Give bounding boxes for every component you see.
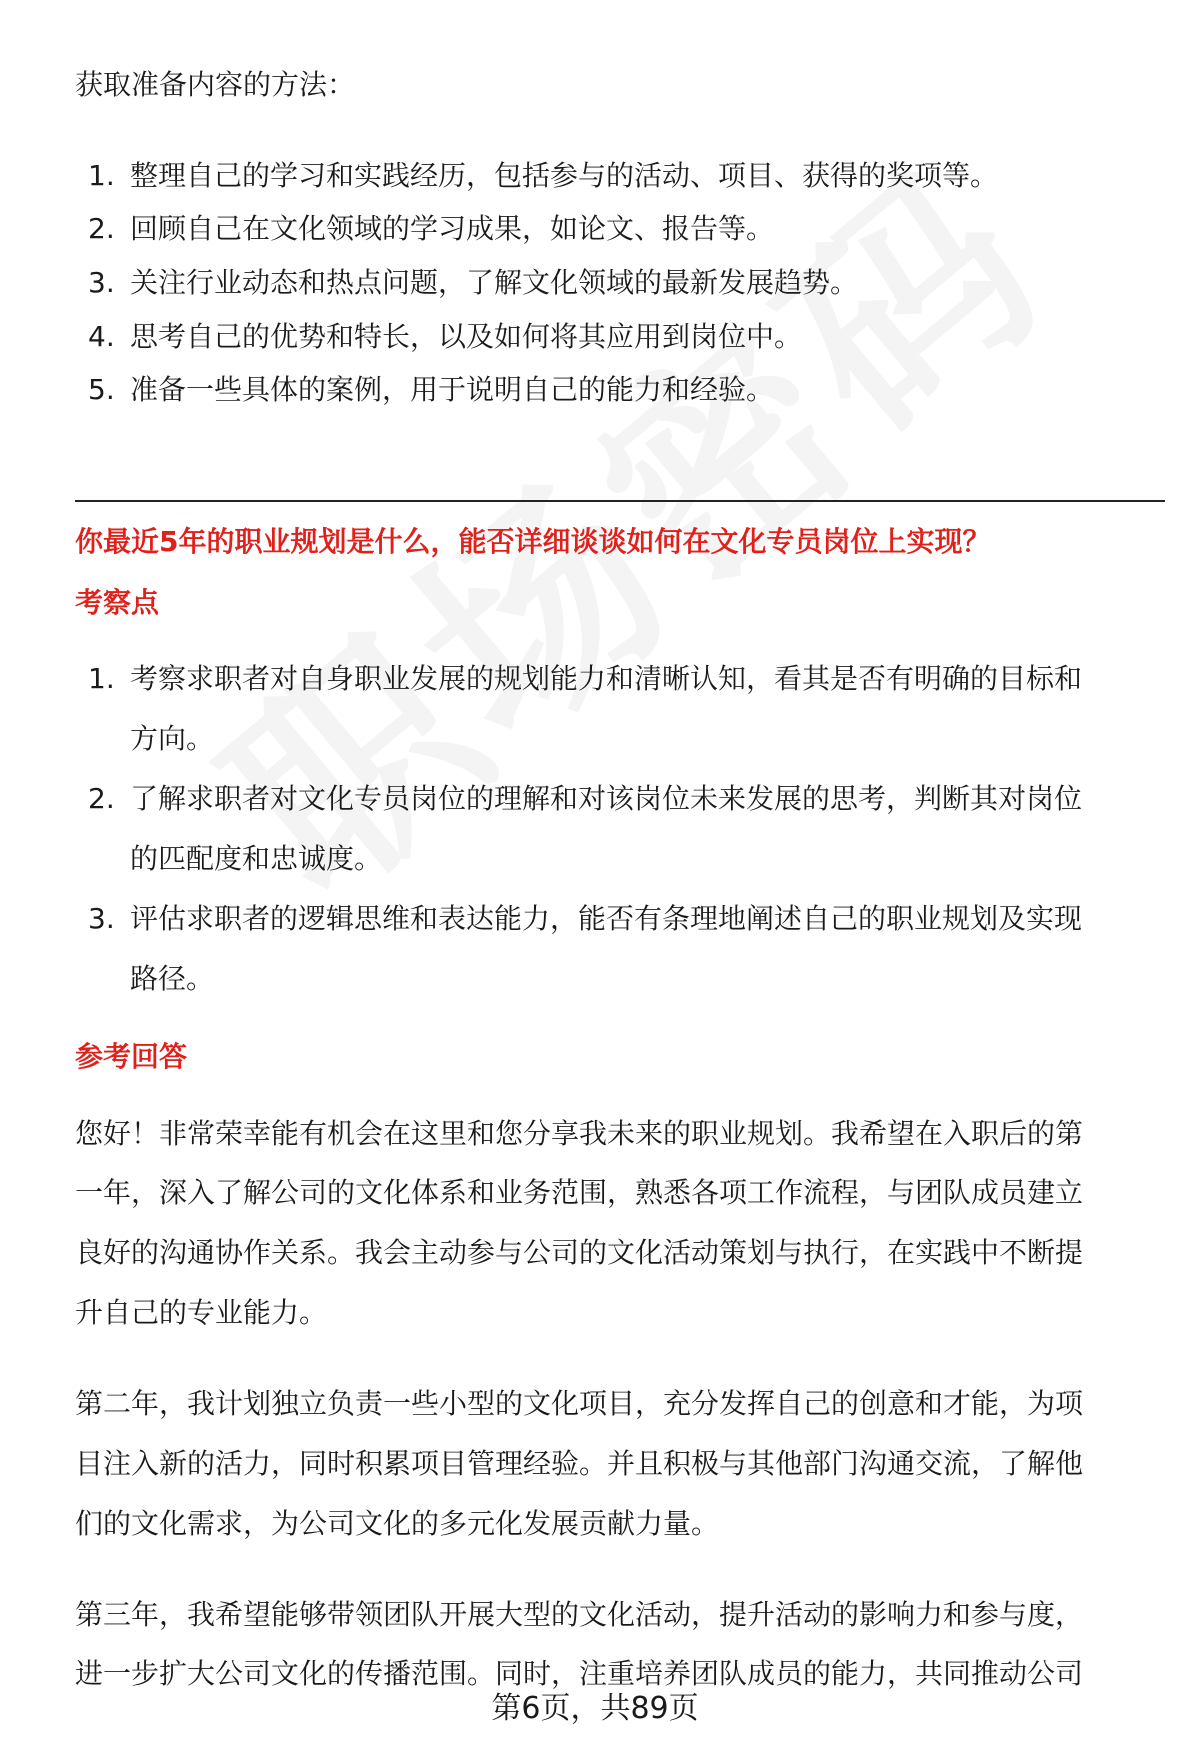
- page-number: 第6页，共89页: [491, 1691, 699, 1726]
- section-divider: [75, 500, 1165, 502]
- point-text-line1: 评估求职者的逻辑思维和表达能力，能否有条理地阐述自己的职业规划及实现: [130, 902, 1083, 935]
- intro-item-4: [88, 322, 802, 352]
- intro-item-text: 整理自己的学习和实践经历，包括参与的活动、项目、获得的奖项等。: [130, 159, 999, 192]
- answer-p3-line2: 进一步扩大公司文化的传播范围。同时，注重培养团队成员的能力，共同推动公司: [75, 1657, 1084, 1690]
- answer-p1-line4: 升自己的专业能力。: [75, 1296, 328, 1329]
- intro-item-number: 2.: [88, 212, 115, 245]
- intro-item-text: 准备一些具体的案例，用于说明自己的能力和经验。: [130, 373, 775, 406]
- point-text-line1: 了解求职者对文化专员岗位的理解和对该岗位未来发展的思考，判断其对岗位: [130, 782, 1083, 815]
- point-3-continuation: 路径。: [130, 962, 215, 995]
- answer-p3-line1: 第三年，我希望能够带领团队开展大型的文化活动，提升活动的影响力和参与度，: [75, 1598, 1084, 1631]
- answer-p1-line3: 良好的沟通协作关系。我会主动参与公司的文化活动策划与执行，在实践中不断提: [75, 1236, 1084, 1269]
- point-1: [88, 664, 1082, 694]
- intro-item-text: 关注行业动态和热点问题，了解文化领域的最新发展趋势。: [130, 266, 859, 299]
- intro-item-2: [88, 214, 774, 244]
- point-2-continuation: 的匹配度和忠诚度。: [130, 842, 383, 875]
- intro-item-number: 3.: [88, 266, 115, 299]
- point-number: 1.: [88, 662, 115, 695]
- intro-heading: 获取准备内容的方法：: [75, 68, 356, 101]
- answer-p2-line2: 目注入新的活力，同时积累项目管理经验。并且积极与其他部门沟通交流，了解他: [75, 1447, 1084, 1480]
- point-2: [88, 784, 1082, 814]
- intro-item-number: 1.: [88, 159, 115, 192]
- intro-item-number: 4.: [88, 320, 115, 353]
- point-1-continuation: 方向。: [130, 722, 215, 755]
- point-text-line1: 考察求职者对自身职业发展的规划能力和清晰认知，看其是否有明确的目标和: [130, 662, 1083, 695]
- intro-item-text: 回顾自己在文化领域的学习成果，如论文、报告等。: [130, 212, 775, 245]
- question-title: 你最近5年的职业规划是什么，能否详细谈谈如何在文化专员岗位上实现？: [75, 525, 991, 558]
- intro-item-5: [88, 375, 774, 405]
- answer-p2-line3: 们的文化需求，为公司文化的多元化发展贡献力量。: [75, 1507, 720, 1540]
- intro-item-3: [88, 268, 858, 298]
- point-3: [88, 904, 1082, 934]
- answer-label: 参考回答: [75, 1040, 188, 1073]
- points-label: 考察点: [75, 586, 160, 619]
- intro-item-1: [88, 161, 998, 191]
- point-number: 3.: [88, 902, 115, 935]
- answer-p2-line1: 第二年，我计划独立负责一些小型的文化项目，充分发挥自己的创意和才能，为项: [75, 1387, 1084, 1420]
- intro-item-number: 5.: [88, 373, 115, 406]
- answer-p1-line1: 您好！非常荣幸能有机会在这里和您分享我未来的职业规划。我希望在入职后的第: [75, 1117, 1084, 1150]
- point-number: 2.: [88, 782, 115, 815]
- intro-item-text: 思考自己的优势和特长，以及如何将其应用到岗位中。: [130, 320, 803, 353]
- answer-p1-line2: 一年，深入了解公司的文化体系和业务范围，熟悉各项工作流程，与团队成员建立: [75, 1176, 1084, 1209]
